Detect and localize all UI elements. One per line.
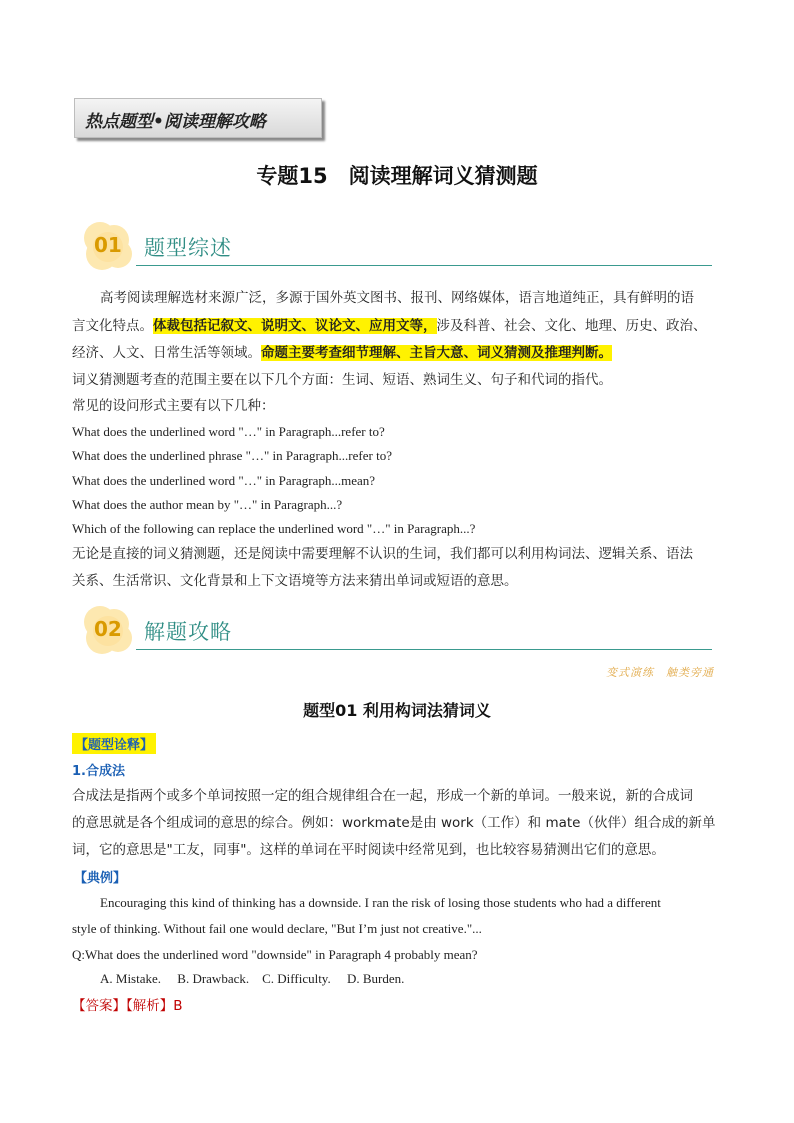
method-line-1: 无论是直接的词义猜测题，还是阅读中需要理解不认识的生词，我们都可以利用构词法、逻辑关系、语法 — [72, 546, 693, 562]
method-desc-line-1: 合成法是指两个或多个单词按照一定的组合规律组合在一起，形成一个新的单词。一般来说，新的合成词 — [72, 788, 693, 804]
page-title: 专题15 阅读理解词义猜测题 — [256, 164, 538, 188]
method-line-2: 关系、生活常识、文化背景和上下文语境等方法来猜出单词或短语的意思。 — [72, 573, 518, 589]
overview-line-1: 高考阅读理解选材来源广泛，多源于国外英文图书、报刊、网络媒体，语言地道纯正，具有鲜明的语 — [100, 290, 694, 306]
overview-line-3 — [72, 343, 612, 363]
example-line-1: Encouraging this kind of thinking has a downside. I ran the risk of losing those students who had a different — [100, 895, 661, 910]
forms-intro: 常见的设问形式主要有以下几种： — [72, 398, 275, 414]
section-number: 01 — [94, 233, 122, 257]
section-header-overview — [78, 220, 712, 272]
question-text: Q:What does the underlined word "downside" in Paragraph 4 probably mean? — [72, 947, 478, 962]
method-desc-line-3: 词，它的意思是"工友，同事"。这样的单词在平时阅读中经常见到，也比较容易猜测出它们的意思。 — [72, 842, 665, 858]
overview-line-2 — [72, 316, 707, 336]
question-form: Which of the following can replace the underlined word "…" in Paragraph...? — [72, 521, 476, 536]
text-segment: 涉及科普、社会、文化、地理、历史、政治、 — [436, 318, 707, 334]
highlight-question-types: 命题主要考查细节理解、主旨大意、词义猜测及推理判断。 — [261, 345, 612, 361]
method-title: 1.合成法 — [72, 764, 125, 779]
text-segment: 经济、人文、日常生活等领域。 — [72, 345, 261, 361]
scope-text: 词义猜测题考查的范围主要在以下几个方面：生词、短语、熟词生义、句子和代词的指代。 — [72, 372, 612, 388]
highlight-genres: 体裁包括记叙文、说明文、议论文、应用文等， — [153, 318, 437, 334]
question-form: What does the author mean by "…" in Paragraph...? — [72, 497, 343, 512]
section-header-strategy — [78, 604, 712, 656]
question-form: What does the underlined phrase "…" in Paragraph...refer to? — [72, 448, 392, 463]
method-desc-line-2: 的意思就是各个组成词的意思的综合。例如：workmate是由 work（工作）和 mate（伙伴）组合成的新单 — [72, 815, 716, 831]
banner-text: 热点题型•阅读理解攻略 — [85, 112, 266, 132]
section-label: 解题攻略 — [144, 620, 232, 644]
answer-label: 【答案】【解析】B — [72, 998, 183, 1014]
tag-explain: 【题型诠释】 — [72, 733, 156, 754]
example-tag: 【典例】 — [74, 871, 127, 886]
section-divider — [136, 265, 712, 266]
sub-note: 变式演练 触类旁通 — [606, 666, 714, 679]
answer-options: A. Mistake. B. Drawback. C. Difficulty. D. Burden. — [100, 971, 405, 986]
section-label: 题型综述 — [144, 236, 232, 260]
question-form: What does the underlined word "…" in Paragraph...refer to? — [72, 424, 385, 439]
question-form: What does the underlined word "…" in Paragraph...mean? — [72, 473, 376, 488]
example-line-2: style of thinking. Without fail one would declare, "But I’m just not creative."... — [72, 921, 482, 936]
section-number: 02 — [94, 617, 122, 641]
section-divider — [136, 649, 712, 650]
type-title: 题型01 利用构词法猜词义 — [303, 701, 491, 720]
text-segment: 言文化特点。 — [72, 318, 153, 334]
topic-banner — [74, 98, 322, 138]
